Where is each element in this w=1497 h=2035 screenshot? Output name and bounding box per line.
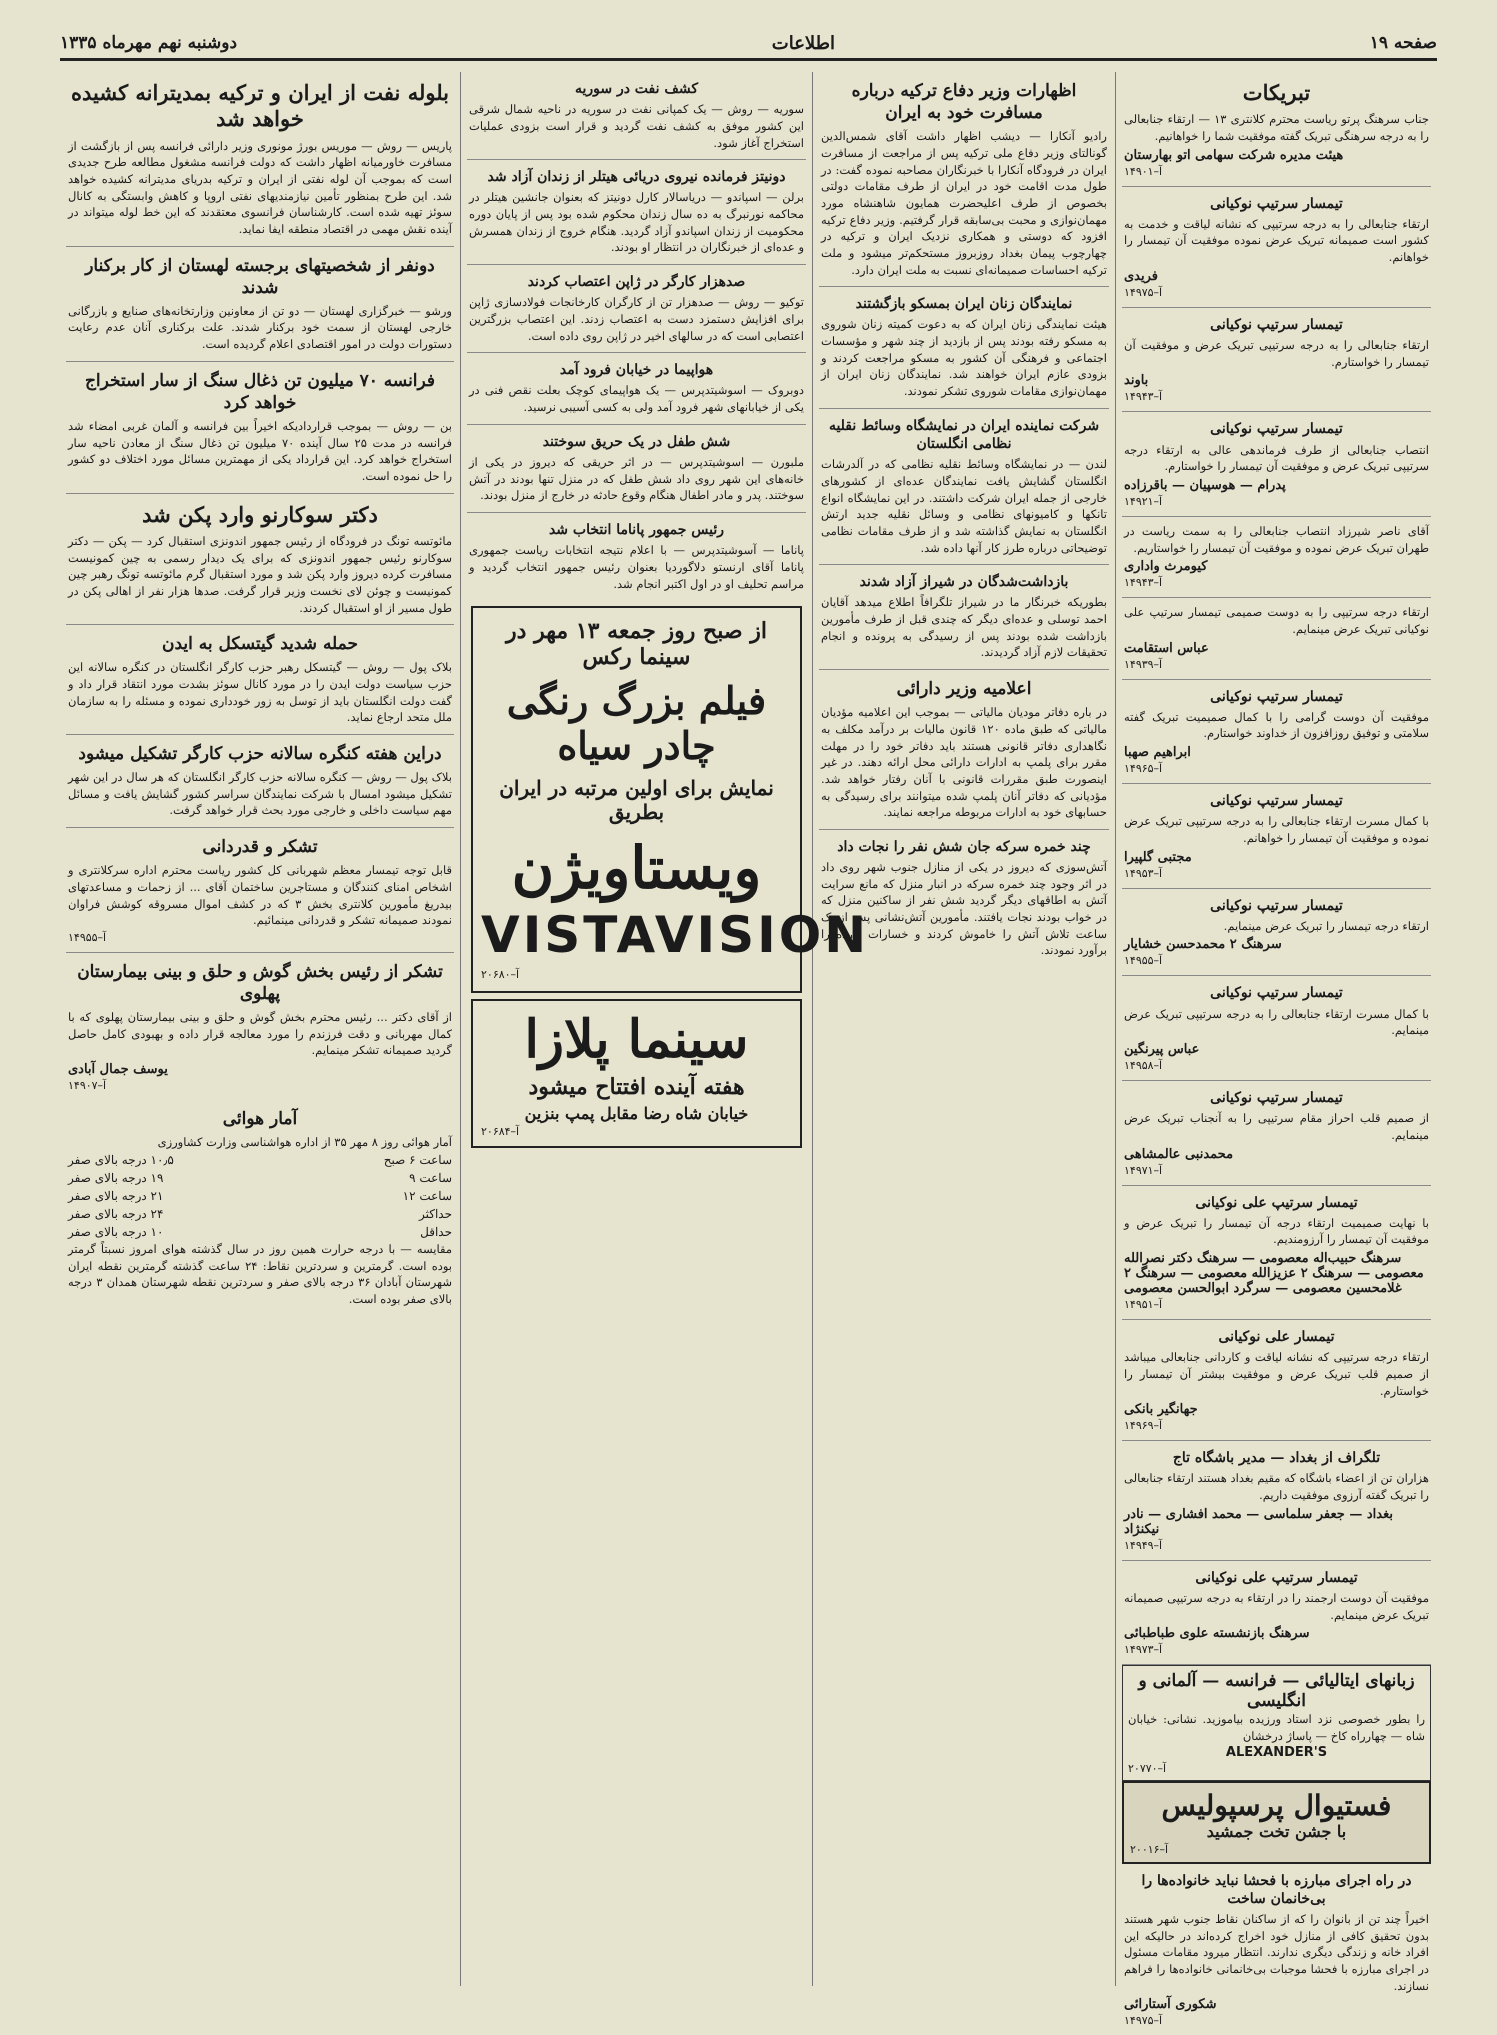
article-headline: حمله شدید گیتسکل به ایدن xyxy=(161,634,359,655)
article-body: بلاک پول — روش — گیتسکل رهبر حزب کارگر انگلستان در کنگره سالانه این حزب سیاست دولت ایدن را در مورد کانال سوئز بشدت مورد انتقاد قرار داد و گفت دولت انگلستان باید از توسل به زور خودداری نموده و مسئله را به سازمان ملل متحد ارجاع نماید. xyxy=(68,660,452,725)
article-headline: تیمسار سرتیپ نوکیانی xyxy=(1210,1090,1343,1106)
article xyxy=(1122,412,1431,517)
plaza-opening: هفته آینده افتتاح میشود xyxy=(528,1074,745,1101)
article xyxy=(467,265,806,353)
article-signature: کیومرث واداری xyxy=(1124,559,1208,575)
article-body: مائوتسه تونگ در فرودگاه از رئیس جمهور اندونزی استقبال کرد — پکن — دکتر سوکارنو رئیس جمهور اندونزی که برای یک دیدار رسمی به چین کمونیست مسافرت کرده دیروز وارد پکن شد و مورد استقبال گرم مائوتسه تونگ رهبر چین کمونیست و چوئن لای نخست وزیر قرار گرفت. صدها هزار نفر از اهالی پکن در طول مسیر از او استقبال کردند. xyxy=(68,533,452,615)
header-paper-name: اطلاعات xyxy=(771,32,836,54)
article-code: آ–۱۴۹۶۵ xyxy=(1124,762,1163,776)
article-body: دوبروک — اسوشیتدپرس — یک هواپیمای کوچک بعلت نقص فنی در یکی از خیابانهای شهر فرود آمد ولی به کسی آسیبی نرسید. xyxy=(469,383,804,415)
weather-value: ۲۱ درجه بالای صفر xyxy=(68,1188,164,1203)
article-headline: دونیتز فرمانده نیروی دریائی هیتلر از زندان آزاد شد xyxy=(487,169,786,186)
article-signature: فریدی xyxy=(1124,268,1159,284)
article-headline: تلگراف از بغداد — مدیر باشگاه تاج xyxy=(1172,1450,1381,1467)
article-headline: کشف نفت در سوریه xyxy=(574,81,699,97)
weather-stats xyxy=(66,1100,454,1315)
columns-grid xyxy=(60,72,1437,2028)
article-headline: چند خمره سرکه جان شش نفر را نجات داد xyxy=(837,838,1091,855)
article xyxy=(66,735,454,828)
article xyxy=(66,72,454,247)
article-code: آ–۱۴۹۷۳ xyxy=(1124,1643,1163,1657)
article xyxy=(1122,598,1431,679)
article-body: در باره دفاتر مودیان مالیاتی — بموجب این اعلامیه مؤدیان مالیاتی که طبق ماده ۱۲۰ قانون مالیات بر درآمد مکلف به نگاهداری دفاتر قانونی هستند باید دفاتر خود را در مهلت مقرر برای پلمپ به ادارات دارائی محل ارائه دهند. در غیر اینصورت طبق مقررات قانونی با آنان رفتار خواهد شد. مؤدیانی که دفاتر آنان پلمپ شده میتوانند برای رسیدگی به حسابهای خود به ادارات مربوطه مراجعه نمایند. xyxy=(821,705,1107,820)
article-headline: تشکر از رئیس بخش گوش و حلق و بینی بیمارستان پهلوی xyxy=(77,961,443,1004)
article xyxy=(467,425,806,513)
article-headline: اظهارات وزیر دفاع ترکیه درباره مسافرت خود به ایران xyxy=(851,81,1077,124)
article-code: آ–۱۴۹۵۳ xyxy=(1124,866,1163,880)
page-header xyxy=(60,28,1437,61)
article-body: ملبورن — اسوشیتدپرس — در اثر حریقی که دیروز در یکی از خانه‌های این شهر روی داد شش طفل که در منزل تنها بودند در آتش سوختند. پدر و مادر اطفال هنگام وقوع حادثه در خارج از منزل بودند. xyxy=(469,455,804,503)
article-body: با نهایت صمیمیت ارتقاء درجه آن تیمسار را تبریک عرض و موفقیت آن تیمسار را آرزومندیم. xyxy=(1124,1215,1429,1247)
article-code: آ–۱۴۹۰۷ xyxy=(68,1079,107,1093)
article-body: از آقای دکتر ... رئیس محترم بخش گوش و حلق و بینی بیمارستان پهلوی که با کمال مهربانی و دقت فرزندم را مورد معالجه قرار داده و بهبودی کامل حاصل گردید صمیمانه تشکر مینمایم. xyxy=(68,1010,452,1058)
article xyxy=(1122,889,1431,977)
article-body: موفقیت آن دوست گرامی را با کمال صمیمیت تبریک گفته سلامتی و توفیق روزافزون از خداوند خواستارم. xyxy=(1124,709,1429,741)
article-headline: شش طفل در یک حریق سوختند xyxy=(542,433,731,450)
column-news-2 xyxy=(812,72,1115,1986)
article-body: سوریه — روش — یک کمپانی نفت در سوریه در ناحیه شمال شرقی این کشور موفق به کشف نفت گردید و قرار است بزودی عملیات استخراج آغاز شود. xyxy=(469,102,804,150)
ad-line-date: از صبح روز جمعه ۱۳ مهر در سینما رکس xyxy=(506,618,767,671)
weather-value: ۱۰٫۵ درجه بالای صفر xyxy=(68,1152,174,1167)
weather-title: آمار هوائی xyxy=(222,1109,298,1130)
article xyxy=(467,72,806,160)
article-code: آ–۱۴۹۵۸ xyxy=(1124,1059,1163,1072)
weather-value: ۱۹ درجه بالای صفر xyxy=(68,1170,164,1185)
cinema-rex-ad xyxy=(471,606,870,993)
lang-title: زبانهای ایتالیائی — فرانسه — آلمانی و انگلیسی xyxy=(1138,1671,1415,1712)
article-headline: تیمسار سرتیپ نوکیانی xyxy=(1210,793,1343,810)
article-body: اخیراً چند تن از بانوان را که از ساکنان نقاط جنوب شهر هستند بدون تحقیق کافی از منازل خود اخراج کرده‌اند در حالیکه این افراد خانه و زندگی دیگری ندارند. انتظار میرود مقامات مسئول در اجرای مبارزه با فحشا موجبات بی‌خانمانی خانواده‌ها را فراهم نسازند. xyxy=(1124,1912,1429,1993)
article xyxy=(1122,1864,1431,2035)
column-news-3 xyxy=(460,72,870,1986)
article-body: آقای ناصر شیرزاد انتصاب جنابعالی را به سمت ریاست در طهران تبریک عرض نموده و موفقیت آن تیمسار را خواستاریم. xyxy=(1124,523,1429,555)
article xyxy=(1122,517,1431,598)
ad-code: آ–۲۰۶۸۰ xyxy=(481,968,520,982)
article-headline: تبریکات xyxy=(1242,80,1311,105)
article xyxy=(819,287,1109,409)
article-body: هیئت نمایندگی زنان ایران که به دعوت کمیته زنان شوروی به مسکو رفته بودند پس از بازدید از چند شهر و مؤسسات اجتماعی و فرهنگی آن کشور به مسکو مراجعت کردند و بزودی عازم ایران خواهند شد. نمایندگان زنان ایران از مهمان‌نوازی مقامات شوروی تشکر نمودند. xyxy=(821,317,1107,399)
column-news-4 xyxy=(60,72,460,1986)
article xyxy=(467,160,806,265)
article xyxy=(66,828,454,953)
article-signature: سرهنگ بازنشسته علوی طباطبائی xyxy=(1124,1626,1310,1642)
article xyxy=(66,953,454,1100)
article-headline: بازداشت‌شدگان در شیراز آزاد شدند xyxy=(859,574,1069,591)
article xyxy=(66,625,454,735)
header-date: دوشنبه نهم مهرماه ۱۳۳۵ xyxy=(60,33,238,53)
weather-note: مقایسه — با درجه حرارت همین روز در سال گذشته هوای امروز نسبتاً گرمتر بوده است. گرمترین و سردترین نقاط: ۲۴ ساعت گذشته گرمترین نقطه ایران شهرستان آبادان ۳۶ درجه بالای صفر و سردترین نقطه شهرستان همدان ۳ درجه بالای صفر بوده است. xyxy=(68,1241,452,1306)
weather-row xyxy=(68,1169,452,1187)
article-code: آ–۱۴۹۰۱ xyxy=(1124,164,1163,178)
ad-line-vistavision-en: VISTAVISION xyxy=(481,906,870,965)
article-signature: سرهنگ ۲ محمدحسن خشایار xyxy=(1124,937,1282,953)
article-signature: عباس پیرنگین xyxy=(1124,1042,1200,1057)
article xyxy=(1122,72,1431,187)
article-signature: هیئت مدیره شرکت سهامی اتو بهارستان xyxy=(1124,147,1344,163)
plaza-code: آ–۲۰۶۸۴ xyxy=(481,1125,520,1139)
article-headline: شرکت نماینده ایران در نمایشگاه وسائط نقلیه نظامی انگلستان xyxy=(828,417,1100,452)
article-body: جناب سرهنگ پرتو ریاست محترم کلانتری ۱۳ — ارتقاء جنابعالی را به درجه سرهنگی تبریک گفته موفقیت شما را خواهانیم. xyxy=(1124,112,1429,143)
article-headline: دکتر سوکارنو وارد پکن شد xyxy=(142,501,378,527)
article-headline: تیمسار سرتیپ نوکیانی xyxy=(1210,316,1343,333)
article xyxy=(819,72,1109,287)
article-body: هزاران تن از اعضاء باشگاه که مقیم بغداد هستند ارتقاء جنابعالی را تبریک گفته آرزوی موفقیت داریم. xyxy=(1124,1471,1429,1503)
article-code: آ–۱۴۹۵۵ xyxy=(68,930,107,944)
weather-intro: آمار هوائی روز ۸ مهر ۳۵ از اداره هواشناسی وزارت کشاورزی xyxy=(157,1135,452,1150)
article-body: بطوریکه خبرنگار ما در شیراز تلگرافاً اطلاع میدهد آقایان احمد توسلی و عده‌ای دیگر که چندی قبل از طرف مأمورین بازداشت شده بودند پس از رسیدگی به پرونده و انجام تحقیقات لازم آزاد گردیدند. xyxy=(821,595,1107,660)
weather-label: ساعت ۶ صبح xyxy=(383,1152,452,1167)
article-headline: تیمسار علی نوکیانی xyxy=(1218,1329,1335,1346)
article-headline: در راه اجرای مبارزه با فحشا نباید خانواده‌ها را بی‌خانمان ساخت xyxy=(1141,1872,1412,1907)
article-code: آ–۱۴۹۷۱ xyxy=(1124,1163,1163,1177)
article-body: ارتقاء جنابعالی را به درجه سرتیپی که نشانه لیاقت و خدمت به کشور است صمیمانه تبریک عرض نموده موفقیت آن تیمسار را خواهانم. xyxy=(1124,216,1429,265)
article xyxy=(66,494,454,626)
ad-line-vistavision-fa: ویستاویژن xyxy=(511,834,762,903)
article-signature: مجتبی گلپیرا xyxy=(1124,849,1192,865)
article xyxy=(1122,1561,1431,1666)
article-code: آ–۱۴۹۴۳ xyxy=(1124,576,1163,590)
festival-title: فستیوال پرسپولیس xyxy=(1161,1788,1392,1822)
weather-value: ۲۴ درجه بالای صفر xyxy=(68,1206,164,1221)
article xyxy=(467,513,806,600)
article-signature: شکوری آستارائی xyxy=(1124,1997,1217,2013)
article-body: ورشو — خبرگزاری لهستان — دو تن از معاونین وزارتخانه‌های صنایع و بازرگانی خارجی لهستان از سمت خود برکنار شدند. علت برکناری آنان عدم رعایت دستورات دولت در امور اقتصادی اعلام گردیده است. xyxy=(68,303,452,352)
article xyxy=(66,362,454,494)
article-body: از صمیم قلب احراز مقام سرتیپی را به آنجناب تبریک عرض مینمایم. xyxy=(1124,1111,1429,1142)
article-headline: تیمسار سرتیپ نوکیانی xyxy=(1210,195,1343,212)
article-body: رادیو آنکارا — دیشب اظهار داشت آقای شمس‌الدین گونالتای وزیر دفاع ملی ترکیه پس از مراجعت از مسافرت ایران در فرودگاه آنکارا با خبرنگاران مصاحبه نموده گفت: در طول مدت اقامت خود در ایران از طرف مقامات دولتی بخصوص از طرف اعلیحضرت همایون شاهنشاه مورد مهمان‌نوازی و محبت بی‌سابقه قرار گرفتیم. وزیر دفاع ترکیه افزود که دوستی و همکاری نزدیک ایران و ترکیه در چهارچوب پیمان بغداد روزبروز مستحکم‌تر میشود و ملت ترکیه احساسات صمیمانه‌ای نسبت به ملت ایران دارد. xyxy=(821,129,1107,277)
article-body: برلن — اسپاندو — دریاسالار کارل دونیتز که بعنوان جانشین هیتلر در محاکمه نورنبرگ به ده سال زندان محکوم شده بود پس از پایان دوره محکومیت از زندان اسپاندو آزاد گردید. هنگام خروج از زندان همسرش و عده‌ای از خبرنگاران در انتظار او بودند. xyxy=(469,190,804,255)
plaza-title: سینما پلازا xyxy=(524,1009,749,1071)
article xyxy=(1122,1081,1431,1186)
article xyxy=(1122,680,1431,785)
article-signature: باوند xyxy=(1124,373,1149,389)
article-code: آ–۱۴۹۴۳ xyxy=(1124,390,1163,404)
article-body: موفقیت آن دوست ارجمند را در ارتقاء به درجه سرتیپی صمیمانه تبریک عرض مینمایم. xyxy=(1124,1590,1429,1622)
weather-label: حداکثر xyxy=(418,1206,452,1221)
article-body: ارتقاء درجه سرتیپی را به دوست صمیمی تیمسار سرتیپ علی نوکیانی تبریک عرض مینمایم. xyxy=(1124,605,1429,636)
article-headline: نمایندگان زنان ایران بمسکو بازگشتند xyxy=(855,296,1073,313)
article-body: پاناما — آسوشیتدپرس — با اعلام نتیجه انتخابات ریاست جمهوری پاناما آقای ارنستو دلاگوردیا بعنوان رئیس جمهور انتخاب گردید و مراسم تحلیف او در اول اکتبر انجام شد. xyxy=(469,543,804,591)
language-lessons-ad xyxy=(1122,1665,1431,1780)
lang-code: آ–۲۰۷۷۰ xyxy=(1128,1761,1167,1775)
persepolis-festival-ad xyxy=(1122,1781,1431,1864)
article xyxy=(1122,1320,1431,1441)
article xyxy=(1122,308,1431,413)
weather-row xyxy=(68,1151,452,1169)
article-code: آ–۱۴۹۵۵ xyxy=(1124,954,1163,968)
article-body: بن — روش — بموجب قراردادیکه اخیراً بین فرانسه و آلمان غربی امضاء شد فرانسه در مدت ۲۵ سال آینده ۷۰ میلیون تن ذغال سنگ از معادن ناحیه سار استخراج خواهد کرد. این قرارداد یکی از مهمترین مسائل مورد اختلاف دو کشور را حل نموده است. xyxy=(68,418,453,483)
article xyxy=(467,353,806,425)
article-body: لندن — در نمایشگاه وسائط نقلیه نظامی که در آلدرشات انگلستان گشایش یافت نمایندگان عده‌ای از کشورهای خارجی از جمله ایران شرکت داشتند. در این نمایشگاه انواع تانکها و کامیونهای نظامی و وسائل نقلیه جدید ارتش انگلستان به نمایش گذاشته شد و از طرف مقامات نظامی توضیحاتی درباره طرز کار آنها داده شد. xyxy=(821,457,1107,555)
article-headline: تیمسار سرتیپ نوکیانی xyxy=(1210,688,1343,705)
festival-subtitle: با جشن تخت جمشید xyxy=(1206,1821,1347,1841)
article-code: آ–۱۴۹۳۹ xyxy=(1124,657,1163,671)
weather-label: ساعت ۱۲ xyxy=(402,1188,452,1203)
article-headline: تیمسار سرتیپ علی نوکیانی xyxy=(1195,1194,1358,1211)
article-headline: تیمسار سرتیپ علی نوکیانی xyxy=(1195,1569,1358,1586)
weather-row xyxy=(68,1223,452,1241)
article-body: ارتقاء جنابعالی را به درجه سرتیپی تبریک عرض و موفقیت آن تیمسار را خواستارم. xyxy=(1124,337,1429,369)
article xyxy=(819,409,1109,565)
header-page-number: صفحه ۱۹ xyxy=(1369,33,1437,53)
article-headline: فرانسه ۷۰ میلیون تن ذغال سنگ از سار استخراج خواهد کرد xyxy=(84,370,436,413)
festival-code: آ–۲۰۰۱۶ xyxy=(1130,1842,1169,1856)
article-code: آ–۱۴۹۵۱ xyxy=(1124,1298,1163,1312)
article-headline: صدهزار کارگر در ژاپن اعتصاب کردند xyxy=(527,274,746,291)
lang-body: را بطور خصوصی نزد استاد ورزیده بیاموزید. نشانی: خیابان شاه — چهارراه کاخ — پاساژ درخشان xyxy=(1128,1712,1425,1743)
article-headline: دراین هفته کنگره سالانه حزب کارگر تشکیل میشود xyxy=(78,744,442,764)
article xyxy=(1122,784,1431,889)
article-headline: اعلامیه وزیر دارائی xyxy=(896,679,1032,700)
article xyxy=(1122,1441,1431,1561)
article-signature: محمدنبی عالمشاهی xyxy=(1124,1146,1234,1162)
article xyxy=(1122,187,1431,308)
article-headline: تیمسار سرتیپ نوکیانی xyxy=(1210,985,1343,1002)
ad-line-premiere: نمایش برای اولین مرتبه در ایران بطریق xyxy=(499,776,774,825)
article-code: آ–۱۴۹۶۹ xyxy=(1124,1419,1163,1433)
article xyxy=(1122,976,1431,1081)
plaza-address: خیابان شاه رضا مقابل پمپ بنزین xyxy=(524,1104,749,1124)
article-headline: رئیس جمهور پاناما انتخاب شد xyxy=(548,522,725,539)
article-body: توکیو — روش — صدهزار تن از کارگران کارخانجات فولادسازی ژاپن برای افزایش دستمزد دست به اعتصاب زدند. این اعتصاب بزرگترین اعتصابی است که در سالهای اخیر در ژاپن روی داده است. xyxy=(469,295,804,343)
article-signature: بغداد — جعفر سلماسی — محمد افشاری — نادر نیکنژاد xyxy=(1124,1506,1393,1537)
article-body: قابل توجه تیمسار معظم شهربانی کل کشور ریاست محترم اداره سرکلانتری و اشخاص امنای کنندگان و مستاجرین ساختمان آقای ... از زحمات و مساعدتهای بیدریغ مأمورین کلانتری بخش ۳ که در کشف اموال مسروقه کوشش فراوان نمودند صمیمانه تشکر و قدردانی مینمائیم. xyxy=(68,863,452,928)
article-signature: پدرام — هوسپیان — باقرزاده xyxy=(1124,477,1286,493)
article-body: ارتقاء درجه سرتیپی که نشانه لیاقت و کاردانی جنابعالی میباشد از صمیم قلب تبریک عرض و موفقیت بیشتر آن تیمسار را خواستارم. xyxy=(1124,1350,1429,1398)
article-code: آ–۱۴۹۲۱ xyxy=(1124,494,1163,508)
weather-label: حداقل xyxy=(420,1224,452,1239)
article-signature: سرهنگ حبیب‌اله معصومی — سرهنگ دکتر نصرالله معصومی — سرهنگ ۲ عزیزالله معصومی — سرهنگ ۲ غلامحسین معصومی — سرگرد ابوالحسن معصومی xyxy=(1124,1251,1424,1297)
weather-value: ۱۰ درجه بالای صفر xyxy=(68,1224,164,1239)
article xyxy=(66,247,454,362)
ad-line-film: فیلم بزرگ رنگی چادر سیاه xyxy=(506,678,767,769)
article-body: بلاک پول — روش — کنگره سالانه حزب کارگر انگلستان که هر سال در این شهر تشکیل میشود امسال با شرکت نمایندگان سراسر کشور گشایش یافت و مسائل مهم سیاست داخلی و خارجی مورد بحث قرار خواهد گرفت. xyxy=(68,770,452,818)
article-headline: تشکر و قدردانی xyxy=(202,837,318,858)
article-signature: ابراهیم صهبا xyxy=(1124,745,1191,761)
article-code: آ–۱۴۹۷۵ xyxy=(1124,2014,1163,2028)
article xyxy=(819,565,1109,670)
article-headline: تیمسار سرتیپ نوکیانی xyxy=(1210,421,1343,438)
article-code: آ–۱۴۹۷۵ xyxy=(1124,285,1163,299)
cinema-plaza-ad xyxy=(471,999,802,1148)
article-code: آ–۱۴۹۴۹ xyxy=(1124,1538,1163,1552)
article-headline: هواپیما در خیابان فرود آمد xyxy=(559,362,714,379)
article xyxy=(1122,1186,1431,1321)
article-headline: بلوله نفت از ایران و ترکیه بمدیترانه کشیده خواهد شد xyxy=(70,80,450,132)
article xyxy=(819,670,1109,830)
article-body: پاریس — روش — موریس بورژ مونوری وزیر دارائی فرانسه پس از بازگشت از مسافرت خاورمیانه اظهار داشت که دولت فرانسه مشغول مطالعه طرح جدیدی است که بموجب آن لوله نفتی از ایران و ترکیه بدریای مدیترانه کشیده خواهد شد. این طرح بمنظور تأمین نیازمندیهای نفتی اروپا و کاهش وابستگی به کانال سوئز تهیه شده است. کارشناسان فرانسوی معتقدند که این خط لوله میتواند در آینده نقش مهمی در اقتصاد منطقه ایفا نماید. xyxy=(68,138,452,236)
weather-label: ساعت ۹ xyxy=(409,1170,452,1185)
article-body: انتصاب جنابعالی از طرف فرماندهی عالی به ارتقاء درجه سرتیپی تبریک عرض و موفقیت آن تیمسار را خواستارم. xyxy=(1124,442,1429,474)
weather-row xyxy=(68,1187,452,1205)
article-headline: دونفر از شخصیتهای برجسته لهستان از کار برکنار شدند xyxy=(85,255,435,298)
article-signature: جهانگیر بانکی xyxy=(1124,1402,1198,1418)
article-body: آتش‌سوزی که دیروز در یکی از منازل جنوب شهر روی داد در اثر وجود چند خمره سرکه در انبار منزل که مانع سرایت آتش به اطاقهای دیگر گردید شش نفر از ساکنین منزل که در خواب بودند نجات یافتند. مأمورین آتش‌نشانی پس از یک ساعت تلاش آتش را خاموش کردند و خسارات وارده را برآورد نمودند. xyxy=(821,860,1107,958)
column-congratulations xyxy=(1115,72,1437,2028)
article-body: ارتقاء درجه تیمسار را تبریک عرض مینمایم. xyxy=(1223,918,1429,933)
article-signature: یوسف جمال آبادی xyxy=(68,1062,168,1078)
lang-latin: ALEXANDER'S xyxy=(1225,1744,1328,1760)
weather-row xyxy=(68,1205,452,1223)
article-body: با کمال مسرت ارتقاء جنابعالی را به درجه سرتیپی تبریک عرض مینمایم. xyxy=(1124,1006,1429,1038)
article-signature: عباس استقامت xyxy=(1124,640,1209,656)
article-body: با کمال مسرت ارتقاء جنابعالی را به درجه سرتیپی تبریک عرض نموده و موفقیت آن تیمسار را خواهانم. xyxy=(1124,814,1429,845)
article-headline: تیمسار سرتیپ نوکیانی xyxy=(1210,897,1343,914)
